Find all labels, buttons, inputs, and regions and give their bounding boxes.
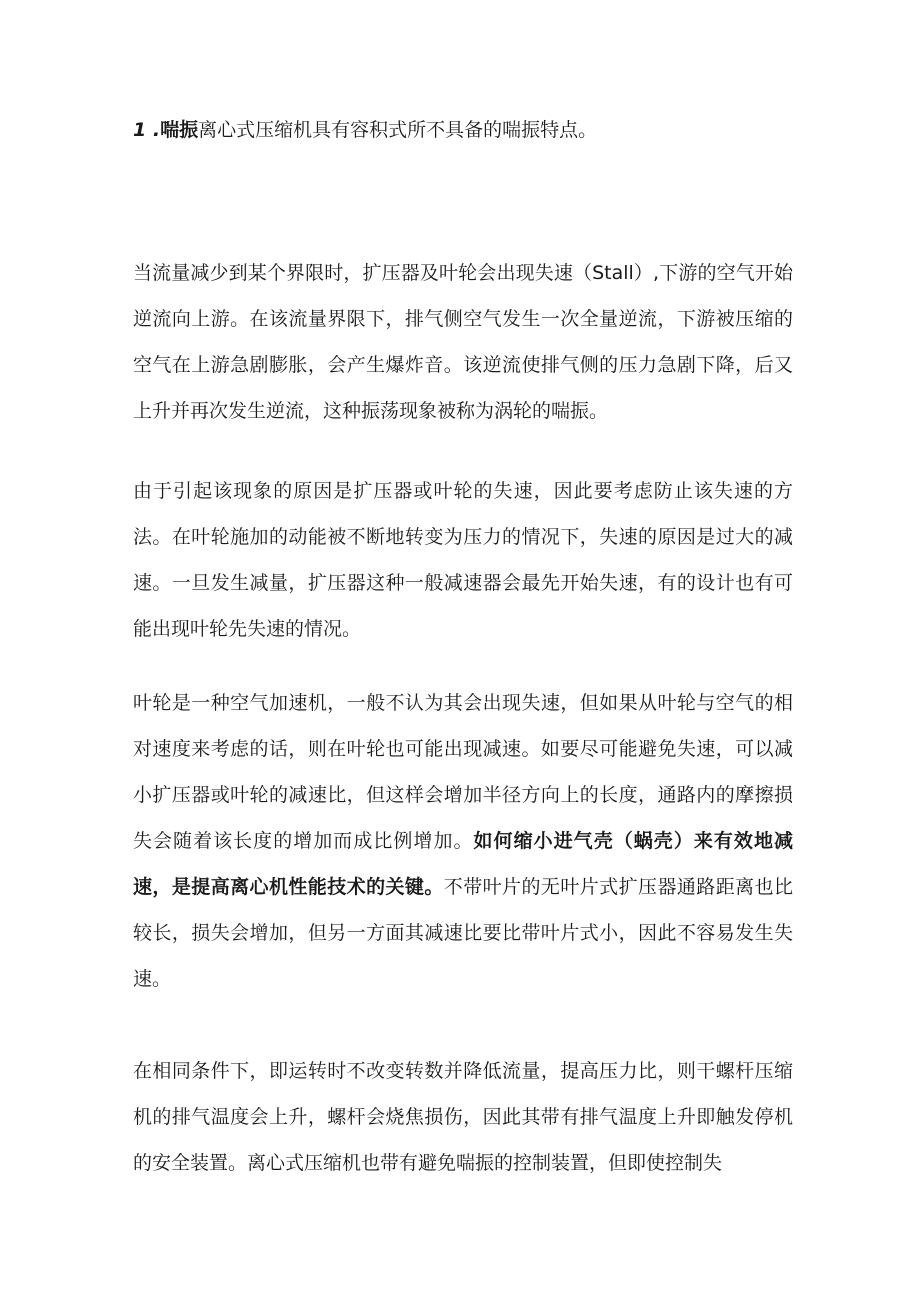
section-number: 1 — [133, 119, 147, 141]
section-heading — [133, 114, 793, 146]
section-separator: . — [146, 119, 161, 141]
paragraph-impeller-text-2: 不带叶片的无叶片式扩压器通路距离也比较长，损失会增加，但另一方面其减速比要比带叶片式小，因此不容易发生失速。 — [133, 876, 793, 990]
section-heading-text: 离心式压缩机具有容积式所不具备的喘振特点。 — [198, 119, 598, 141]
paragraph-stall-cause: 由于引起该现象的原因是扩压器或叶轮的失速，因此要考虑防止该失速的方法。在叶轮施加的动能被不断地转变为压力的情况下，失速的原因是过大的减速。一旦发生减量，扩压器这种一般减速器会最先开始失速，有的设计也有可能出现叶轮先失速的情况。 — [133, 480, 793, 640]
paragraph-impeller-key-point: 如何缩小进气壳（蜗壳）来有效地减速，是提高离心机性能技术的关键。 — [133, 830, 793, 898]
paragraph-stall-description: 当流量减少到某个界限时，扩压器及叶轮会出现失速（Stall）,下游的空气开始逆流向上游。在该流量界限下，排气侧空气发生一次全量逆流，下游被压缩的空气在上游急剧膨胀，会产生爆炸音。该逆流使排气侧的压力急剧下降，后又上升并再次发生逆流，这种振荡现象被称为涡轮的喘振。 — [133, 262, 793, 422]
paragraph-impeller-text-1: 叶轮是一种空气加速机，一般不认为其会出现失速，但如果从叶轮与空气的相对速度来考虑的话，则在叶轮也可能出现减速。如要尽可能避免失速，可以减小扩压器或叶轮的减速比，但这样会增加半径方向上的长度，通路内的摩擦损失会随着该长度的增加而成比例增加。 — [133, 692, 793, 852]
paragraph-safety-device: 在相同条件下，即运转时不改变转数并降低流量，提高压力比，则干螺杆压缩机的排气温度会上升，螺杆会烧焦损伤，因此其带有排气温度上升即触发停机的安全装置。离心式压缩机也带有避免喘振的控制装置，但即使控制失 — [133, 1060, 793, 1174]
section-term: 喘振 — [160, 119, 199, 141]
paragraph-impeller-deceleration — [133, 680, 793, 1002]
